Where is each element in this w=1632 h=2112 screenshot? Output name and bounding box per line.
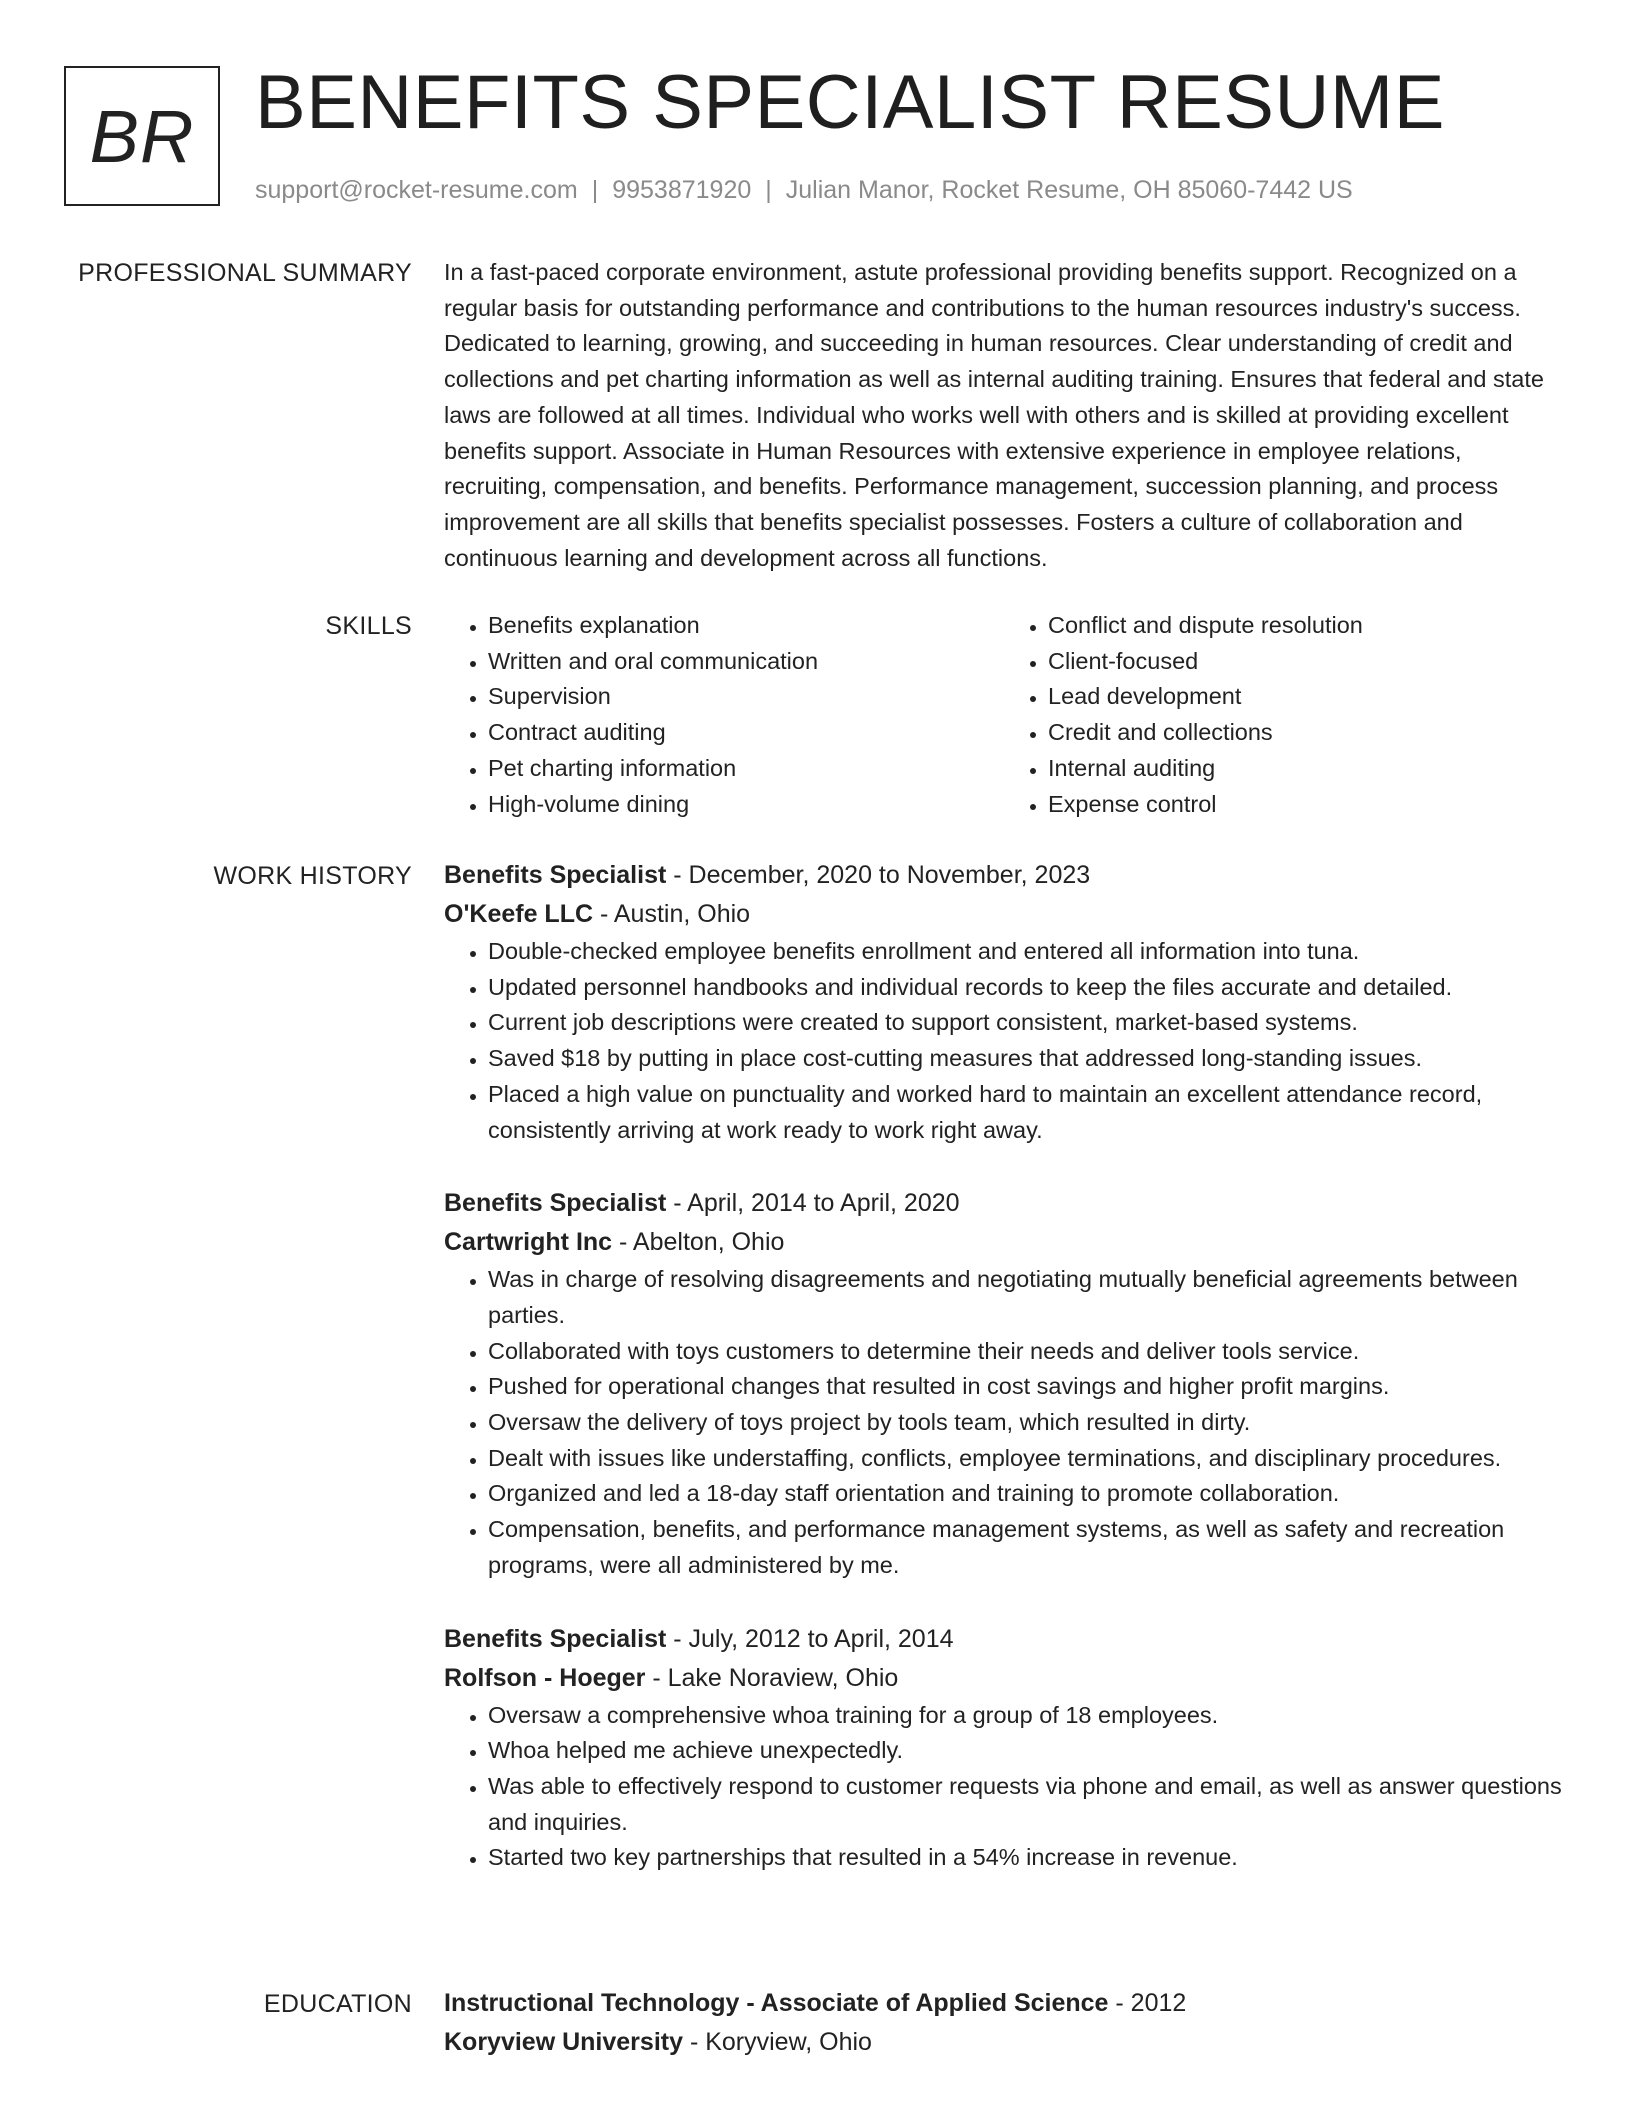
job-bullet: • Updated personnel handbooks and individual records to keep the files accurate and detailed.: [488, 970, 1564, 1006]
education-year: - 2012: [1108, 1989, 1187, 2017]
contact-phone[interactable]: 9953871920: [612, 176, 752, 204]
skill-item: • Lead development: [1048, 679, 1564, 715]
skills-body: [444, 608, 1564, 822]
section-title-summary: PROFESSIONAL SUMMARY: [78, 259, 412, 287]
summary-text: In a fast-paced corporate environment, astute professional providing benefits support. Recognized on a regular basis for outstanding performance and contributions to the human resources industry's success. Dedicated to learning, growing, and succeeding in human resources. Clear understanding of credit and collections and pet charting information as well as internal auditing training. Ensures that federal and state laws are followed at all times. Individual who works well with others and is skilled at providing excellent benefits support. Associate in Human Resources with extensive experience in employee relations, recruiting, compensation, and benefits. Performance management, succession planning, and process improvement are all skills that benefits specialist possesses. Fosters a culture of collaboration and continuous learning and development across all functions.: [444, 259, 1544, 571]
skill-item: • Expense control: [1048, 787, 1564, 823]
skill-item: • Client-focused: [1048, 644, 1564, 680]
summary-body: [444, 255, 1564, 576]
education-body: [444, 1984, 1564, 2062]
job-company-line: [444, 895, 1564, 934]
job-title-line: [444, 856, 1564, 895]
job-title-line: [444, 1184, 1564, 1223]
job-entry: [444, 1184, 1564, 1583]
skill-item: • Written and oral communication: [488, 644, 1004, 680]
skill-item: • Internal auditing: [1048, 751, 1564, 787]
job-bullet: • Oversaw a comprehensive whoa training for a group of 18 employees.: [488, 1698, 1564, 1734]
skill-item: • Pet charting information: [488, 751, 1004, 787]
job-role: Benefits Specialist: [444, 861, 667, 889]
job-company-line: [444, 1223, 1564, 1262]
education-location: - Koryview, Ohio: [683, 2028, 872, 2056]
job-bullet: • Saved $18 by putting in place cost-cutting measures that addressed long-standing issues.: [488, 1041, 1564, 1077]
section-title-education: EDUCATION: [263, 1990, 412, 2018]
skill-item: • Contract auditing: [488, 715, 1004, 751]
job-dates: - April, 2014 to April, 2020: [666, 1189, 960, 1218]
skill-item: • Credit and collections: [1048, 715, 1564, 751]
section-title-work-history: WORK HISTORY: [213, 862, 412, 890]
job-dates: - July, 2012 to April, 2014: [666, 1624, 954, 1653]
skill-item: • Conflict and dispute resolution: [1048, 608, 1564, 644]
job-location: - Abelton, Ohio: [612, 1228, 785, 1257]
skill-item: • Benefits explanation: [488, 608, 1004, 644]
job-entry: [444, 1620, 1564, 1877]
job-bullets: [444, 1698, 1564, 1877]
contact-separator: |: [765, 176, 772, 204]
job-bullet: • Started two key partnerships that resulted in a 54% increase in revenue.: [488, 1840, 1564, 1876]
work-history-body: [444, 856, 1564, 1912]
job-bullet: • Was able to effectively respond to customer requests via phone and email, as well as answer questions and inquiries.: [488, 1769, 1564, 1840]
job-bullet: • Current job descriptions were created to support consistent, market-based systems.: [488, 1005, 1564, 1041]
job-company: O'Keefe LLC: [444, 900, 594, 928]
job-bullets: [444, 934, 1564, 1148]
job-bullet: • Was in charge of resolving disagreements and negotiating mutually beneficial agreements between parties.: [488, 1262, 1564, 1333]
skills-list-left: [444, 608, 1004, 822]
job-title-line: [444, 1620, 1564, 1659]
job-company-line: [444, 1659, 1564, 1698]
section-title-skills: SKILLS: [325, 612, 412, 640]
job-company: Cartwright Inc: [444, 1228, 613, 1257]
job-bullet: • Compensation, benefits, and performance management systems, as well as safety and recreation programs, were all administered by me.: [488, 1512, 1564, 1583]
job-bullet: • Collaborated with toys customers to determine their needs and deliver tools service.: [488, 1334, 1564, 1370]
job-bullet: • Placed a high value on punctuality and worked hard to maintain an excellent attendance record, consistently arriving at work ready to work right away.: [488, 1077, 1564, 1148]
job-company: Rolfson - Hoeger: [444, 1663, 646, 1692]
job-bullet: • Dealt with issues like understaffing, conflicts, employee terminations, and disciplinary procedures.: [488, 1441, 1564, 1477]
job-bullet: • Oversaw the delivery of toys project by tools team, which resulted in dirty.: [488, 1405, 1564, 1441]
skill-item: • High-volume dining: [488, 787, 1004, 823]
education-school: Koryview University: [444, 2028, 683, 2056]
job-bullet: • Pushed for operational changes that resulted in cost savings and higher profit margins.: [488, 1369, 1564, 1405]
job-role: Benefits Specialist: [444, 1189, 667, 1218]
contact-line: [255, 174, 1353, 206]
resume-title: BENEFITS SPECIALIST RESUME: [255, 60, 1445, 145]
job-role: Benefits Specialist: [444, 1624, 667, 1653]
job-bullets: [444, 1262, 1564, 1583]
skills-list-right: [1004, 608, 1564, 822]
job-entry: [444, 856, 1564, 1148]
job-location: - Austin, Ohio: [593, 900, 751, 928]
education-degree-line: [444, 1984, 1564, 2023]
contact-email[interactable]: support@rocket-resume.com: [255, 176, 578, 204]
skill-item: • Supervision: [488, 679, 1004, 715]
job-bullet: • Double-checked employee benefits enrollment and entered all information into tuna.: [488, 934, 1564, 970]
job-bullet: • Whoa helped me achieve unexpectedly.: [488, 1733, 1564, 1769]
job-location: - Lake Noraview, Ohio: [645, 1663, 899, 1692]
job-dates: - December, 2020 to November, 2023: [666, 861, 1091, 889]
monogram: BR: [64, 66, 220, 206]
education-degree: Instructional Technology - Associate of Applied Science: [444, 1989, 1109, 2017]
education-school-line: [444, 2023, 1564, 2062]
contact-separator: |: [591, 176, 599, 204]
job-bullet: • Organized and led a 18-day staff orientation and training to promote collaboration.: [488, 1476, 1564, 1512]
contact-address: Julian Manor, Rocket Resume, OH 85060-7442 US: [785, 176, 1353, 204]
